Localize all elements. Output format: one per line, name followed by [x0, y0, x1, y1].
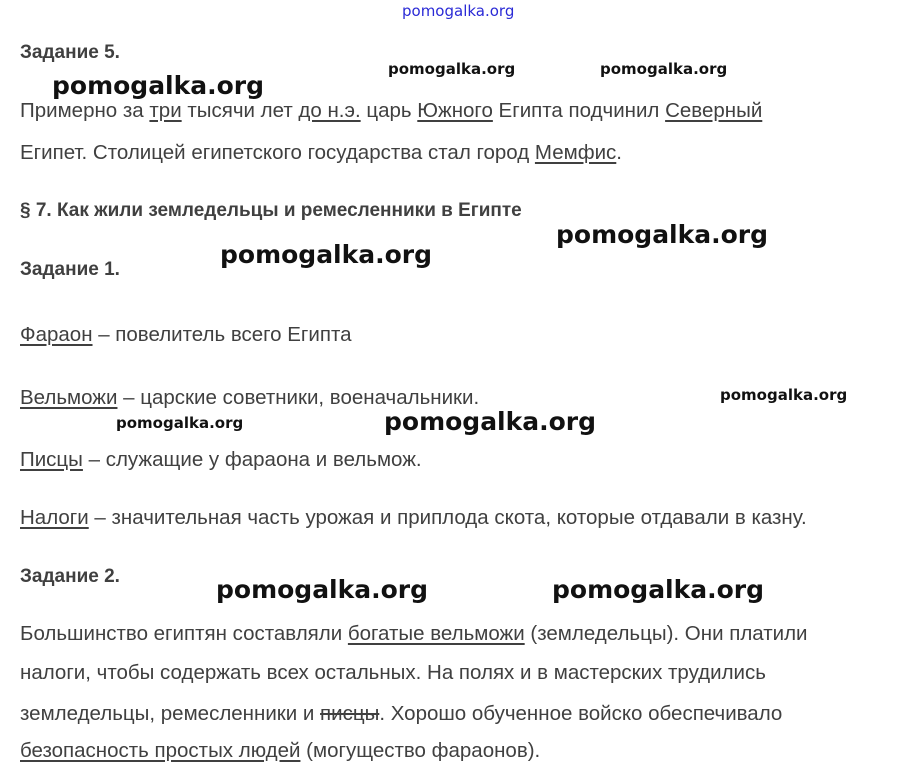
- site-header: pomogalka.org: [402, 2, 515, 20]
- definition-item: Фараон – повелитель всего Египта: [20, 323, 352, 346]
- watermark: pomogalka.org: [600, 60, 728, 78]
- answer-word: до н.э.: [298, 99, 361, 122]
- task5-line2: Египет. Столицей египетского государства стал город Мемфис.: [20, 141, 622, 164]
- watermark: pomogalka.org: [552, 575, 765, 604]
- watermark: pomogalka.org: [720, 386, 848, 404]
- definition-item: Вельможи – царские советники, военачальники.: [20, 386, 480, 409]
- watermark: pomogalka.org: [116, 414, 244, 432]
- answer-word: Мемфис: [534, 141, 617, 164]
- definition-term: Вельможи: [20, 386, 118, 409]
- answer-word: богатые вельможи: [347, 622, 525, 645]
- definition-term: Писцы: [20, 448, 83, 471]
- definition-item: Писцы – служащие у фараона и вельмож.: [20, 448, 422, 471]
- definition-term: Налоги: [20, 506, 89, 529]
- answer-word: Северный: [665, 99, 763, 122]
- watermark: pomogalka.org: [216, 575, 429, 604]
- section7-heading: § 7. Как жили земледельцы и ремесленники в Египте: [20, 200, 522, 221]
- task5-heading: Задание 5.: [20, 42, 120, 63]
- answer-word: Южного: [417, 99, 493, 122]
- task5-line1: Примерно за три тысячи лет до н.э. царь Южного Египта подчинил Северный: [20, 99, 763, 122]
- watermark: pomogalka.org: [220, 240, 433, 269]
- watermark: pomogalka.org: [384, 407, 597, 436]
- task2-line1: Большинство египтян составляли богатые вельможи (земледельцы). Они платили: [20, 622, 808, 645]
- struck-word: писцы: [320, 702, 380, 725]
- watermark: pomogalka.org: [388, 60, 516, 78]
- watermark: pomogalka.org: [52, 71, 265, 100]
- definition-term: Фараон: [20, 323, 93, 346]
- answer-word: три: [149, 99, 182, 122]
- task2-line4: безопасность простых людей (могущество фараонов).: [20, 739, 541, 762]
- task1-heading: Задание 1.: [20, 259, 120, 280]
- task2-heading: Задание 2.: [20, 566, 120, 587]
- task2-line2: налоги, чтобы содержать всех остальных. На полях и в мастерских трудились: [20, 661, 766, 684]
- task2-line3: земледельцы, ремесленники и писцы. Хорошо обученное войско обеспечивало: [20, 702, 783, 725]
- watermark: pomogalka.org: [556, 220, 769, 249]
- definition-item: Налоги – значительная часть урожая и приплода скота, которые отдавали в казну.: [20, 506, 807, 529]
- answer-word: безопасность простых людей: [20, 739, 301, 762]
